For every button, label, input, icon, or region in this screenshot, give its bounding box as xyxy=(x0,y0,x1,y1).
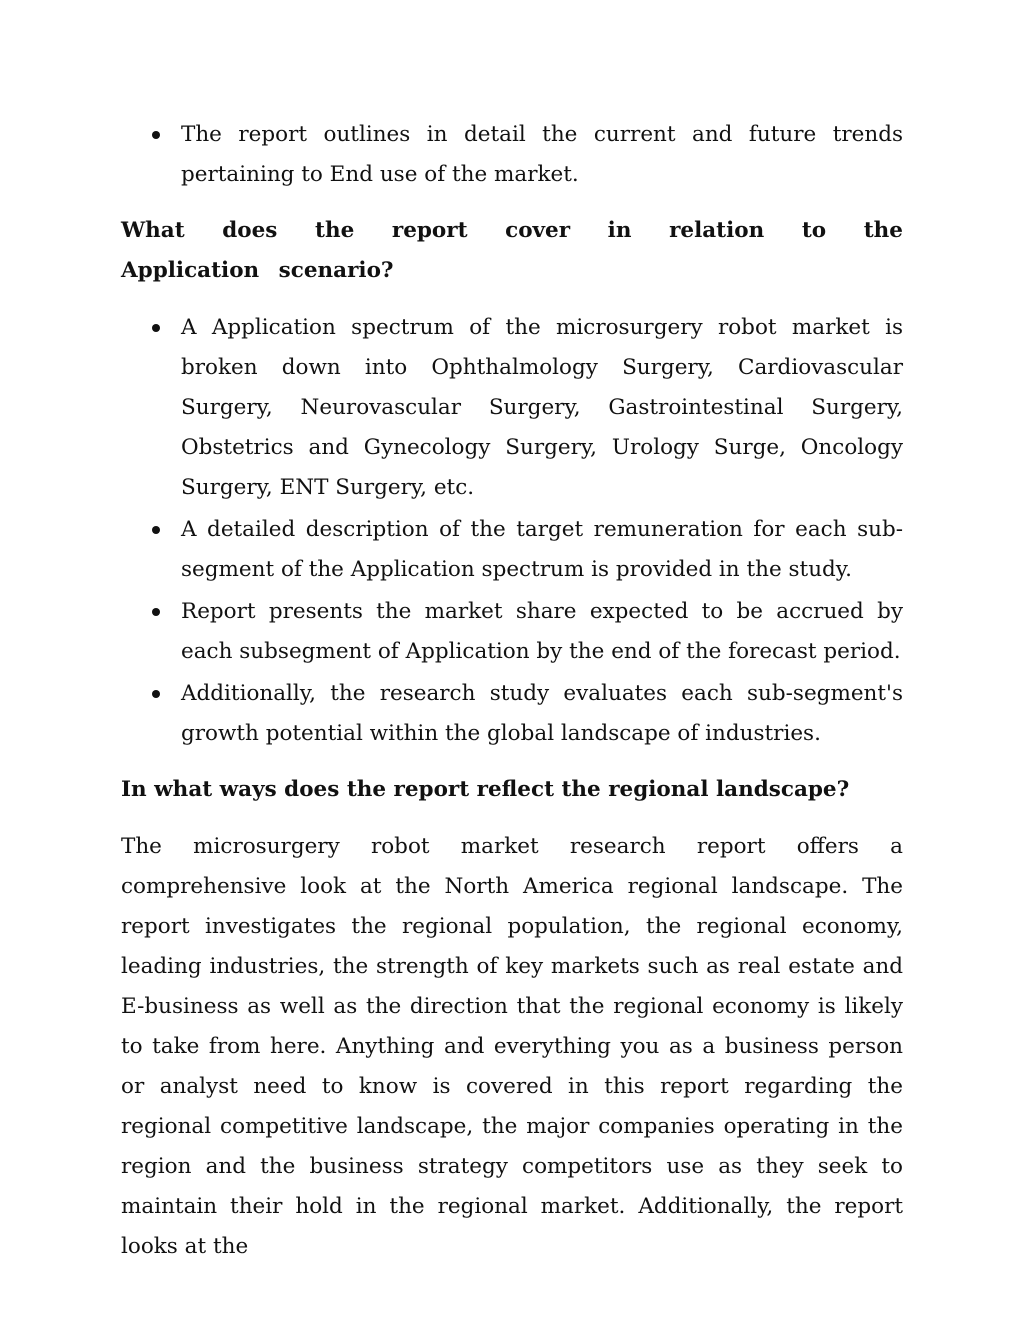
list-item xyxy=(121,674,903,754)
bullet-dot-icon xyxy=(152,608,160,616)
bullet-dot-icon xyxy=(152,131,160,139)
list-item-text: Report presents the market share expected to be accrued by each subsegment of Application by the end of the forecast period. xyxy=(181,599,903,664)
list-item-text: Additionally, the research study evaluates each sub-segment's growth potential within the global landscape of industries. xyxy=(181,681,903,746)
list-item-text: A detailed description of the target remuneration for each sub-segment of the Application spectrum is provided in the study. xyxy=(181,517,903,582)
list-item xyxy=(121,592,903,672)
regional-landscape-paragraph: The microsurgery robot market research report offers a comprehensive look at the North America regional landscape. The report investigates the regional population, the regional economy, leading industries, the strength of key markets such as real estate and E-business as well as the direction that the regional economy is likely to take from here. Anything and everything you as a business person or analyst need to know is covered in this report regarding the regional competitive landscape, the major companies operating in the region and the business strategy competitors use as they seek to maintain their hold in the regional market. Additionally, the report looks at the xyxy=(121,834,903,1259)
regional-landscape-heading: In what ways does the report reflect the regional landscape? xyxy=(121,777,850,802)
bullet-dot-icon xyxy=(152,324,160,332)
bullet-dot-icon xyxy=(152,526,160,534)
list-item-text: The report outlines in detail the current and future trends pertaining to End use of the market. xyxy=(181,122,903,187)
document-page xyxy=(121,115,903,1267)
end-use-bullet-list xyxy=(121,115,903,195)
list-item xyxy=(121,510,903,590)
list-item xyxy=(121,308,903,508)
application-scenario-heading: What does the report cover in relation to the Application scenario? xyxy=(121,218,903,283)
bullet-dot-icon xyxy=(152,690,160,698)
application-bullet-list xyxy=(121,308,903,754)
list-item xyxy=(121,115,903,195)
list-item-text: A Application spectrum of the microsurgery robot market is broken down into Ophthalmology Surgery, Cardiovascular Surgery, Neurovascular Surgery, Gastrointestinal Surgery, Obstetrics and Gynecology Surgery, Urology Surge, Oncology Surgery, ENT Surgery, etc. xyxy=(181,315,903,500)
